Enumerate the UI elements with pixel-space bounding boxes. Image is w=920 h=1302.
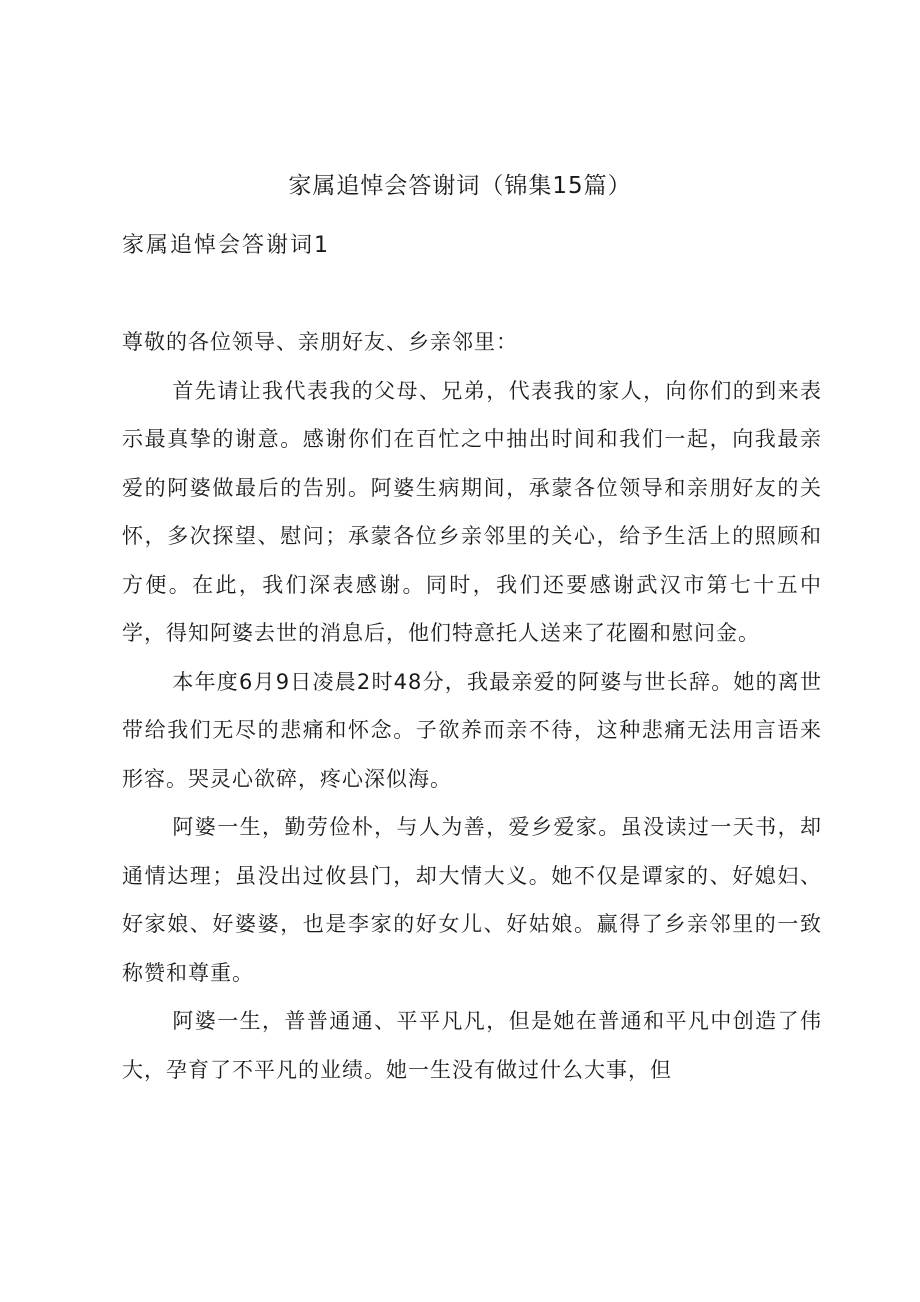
paragraph-2: 本年度6月9日凌晨2时48分，我最亲爱的阿婆与世长辞。她的离世带给我们无尽的悲痛和怀念。子欲养而亲不待，这种悲痛无法用言语来形容。哭灵心欲碎，疼心深似海。: [122, 669, 822, 791]
paragraph-3: 阿婆一生，勤劳俭朴，与人为善，爱乡爱家。虽没读过一天书，却通情达理；虽没出过攸县门，却大情大义。她不仅是谭家的、好媳妇、好家娘、好婆婆，也是李家的好女儿、好姑娘。赢得了乡亲邻里的一致称赞和尊重。: [122, 815, 822, 985]
paragraph-1: 首先请让我代表我的父母、兄弟，代表我的家人，向你们的到来表示最真挚的谢意。感谢你们在百忙之中抽出时间和我们一起，向我最亲爱的阿婆做最后的告别。阿婆生病期间，承蒙各位领导和亲朋好友的关怀，多次探望、慰问；承蒙各位乡亲邻里的关心，给予生活上的照顾和方便。在此，我们深表感谢。同时，我们还要感谢武汉市第七十五中学，得知阿婆去世的消息后，他们特意托人送来了花圈和慰问金。: [122, 378, 822, 645]
document-title: 家属追悼会答谢词（锦集15篇）: [288, 173, 632, 199]
section-heading: 家属追悼会答谢词1: [122, 233, 330, 258]
paragraph-4: 阿婆一生，普普通通、平平凡凡，但是她在普通和平凡中创造了伟大，孕育了不平凡的业绩。她一生没有做过什么大事，但: [122, 1009, 822, 1082]
document-body: [122, 318, 822, 1094]
salutation: 尊敬的各位领导、亲朋好友、乡亲邻里：: [122, 330, 518, 354]
